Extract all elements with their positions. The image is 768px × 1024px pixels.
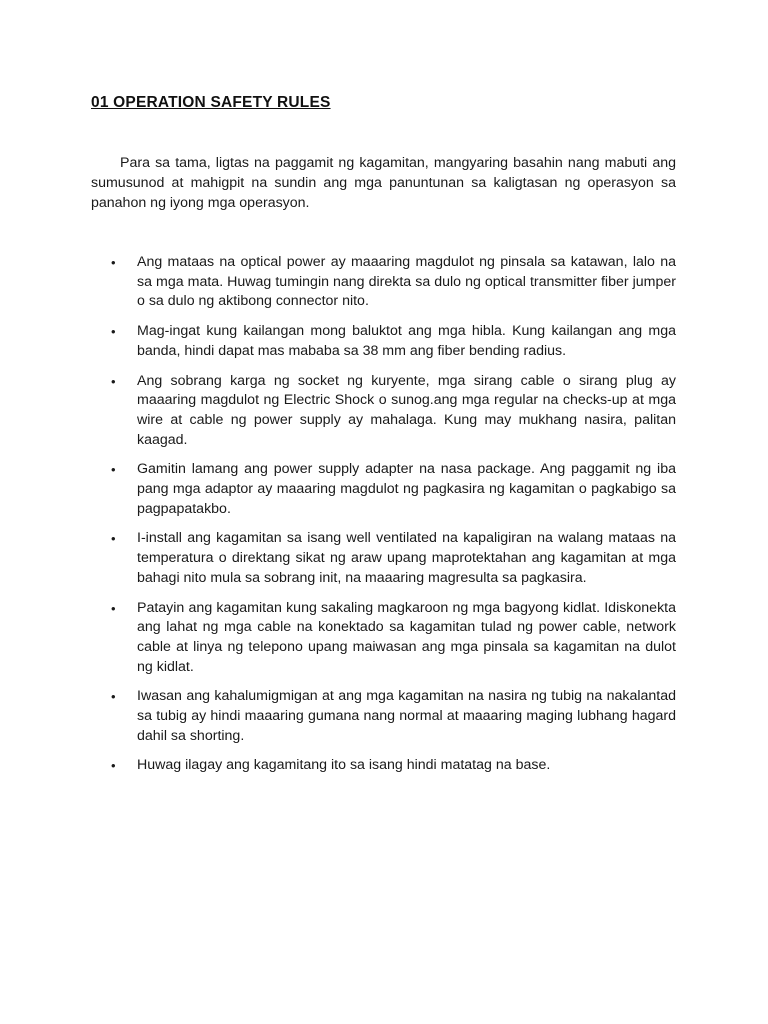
bullet-icon: • bbox=[111, 324, 116, 340]
list-item bbox=[91, 687, 676, 746]
rule-text: Huwag ilagay ang kagamitang ito sa isang hindi matatag na base. bbox=[137, 757, 551, 774]
rule-text: I-install ang kagamitan sa isang well ventilated na kapaligiran na walang mataas na temperatura o direktang sikat ng araw upang maprotektahan ang kagamitan at mga bahagi nito mula sa sobrang init, na maaaring magresulta sa pagkasira. bbox=[137, 530, 676, 586]
bullet-icon: • bbox=[111, 689, 116, 705]
bullet-icon: • bbox=[111, 373, 116, 389]
rule-text: Ang mataas na optical power ay maaaring magdulot ng pinsala sa katawan, lalo na sa mga mata. Huwag tumingin nang direkta sa dulo ng optical transmitter fiber jumper o sa dulo ng aktibong connector nito. bbox=[137, 254, 676, 310]
list-item bbox=[91, 756, 676, 776]
list-item bbox=[91, 372, 676, 451]
intro-paragraph: Para sa tama, ligtas na paggamit ng kagamitan, mangyaring basahin nang mabuti ang sumusunod at mahigpit na sundin ang mga panuntunan sa kaligtasan ng operasyon sa panahon ng iyong mga operasyon. bbox=[91, 155, 676, 211]
list-item bbox=[91, 253, 676, 312]
safety-rules-list bbox=[91, 253, 676, 786]
bullet-icon: • bbox=[111, 462, 116, 478]
list-item bbox=[91, 322, 676, 361]
list-item bbox=[91, 529, 676, 588]
rule-text: Ang sobrang karga ng socket ng kuryente, mga sirang cable o sirang plug ay maaaring magdulot ng Electric Shock o sunog.ang mga regular na checks-up at mga wire at cable ng power supply ay mahalaga. Kung may mukhang nasira, palitan kaagad. bbox=[137, 372, 676, 448]
bullet-icon: • bbox=[111, 758, 116, 774]
page-title: 01 OPERATION SAFETY RULES bbox=[91, 94, 331, 111]
rule-text: Patayin ang kagamitan kung sakaling magkaroon ng mga bagyong kidlat. Idiskonekta ang lahat ng mga cable na konektado sa kagamitan tulad ng power cable, network cable at linya ng telepono upang maiwasan ang mga pinsala sa kagamitan na dulot ng kidlat. bbox=[137, 599, 676, 675]
rule-text: Iwasan ang kahalumigmigan at ang mga kagamitan na nasira ng tubig na nakalantad sa tubig ay hindi maaaring gumana nang normal at maaaring maging lubhang hagard dahil sa shorting. bbox=[137, 688, 676, 744]
list-item bbox=[91, 599, 676, 678]
rule-text: Mag-ingat kung kailangan mong baluktot ang mga hibla. Kung kailangan ang mga banda, hindi dapat mas mababa sa 38 mm ang fiber bending radius. bbox=[137, 323, 676, 359]
list-item bbox=[91, 460, 676, 519]
bullet-icon: • bbox=[111, 600, 116, 616]
rule-text: Gamitin lamang ang power supply adapter na nasa package. Ang paggamit ng iba pang mga adaptor ay maaaring magdulot ng pagkasira ng kagamitan o pagkabigo sa pagpapatakbo. bbox=[137, 461, 676, 517]
bullet-icon: • bbox=[111, 531, 116, 547]
bullet-icon: • bbox=[111, 255, 116, 270]
